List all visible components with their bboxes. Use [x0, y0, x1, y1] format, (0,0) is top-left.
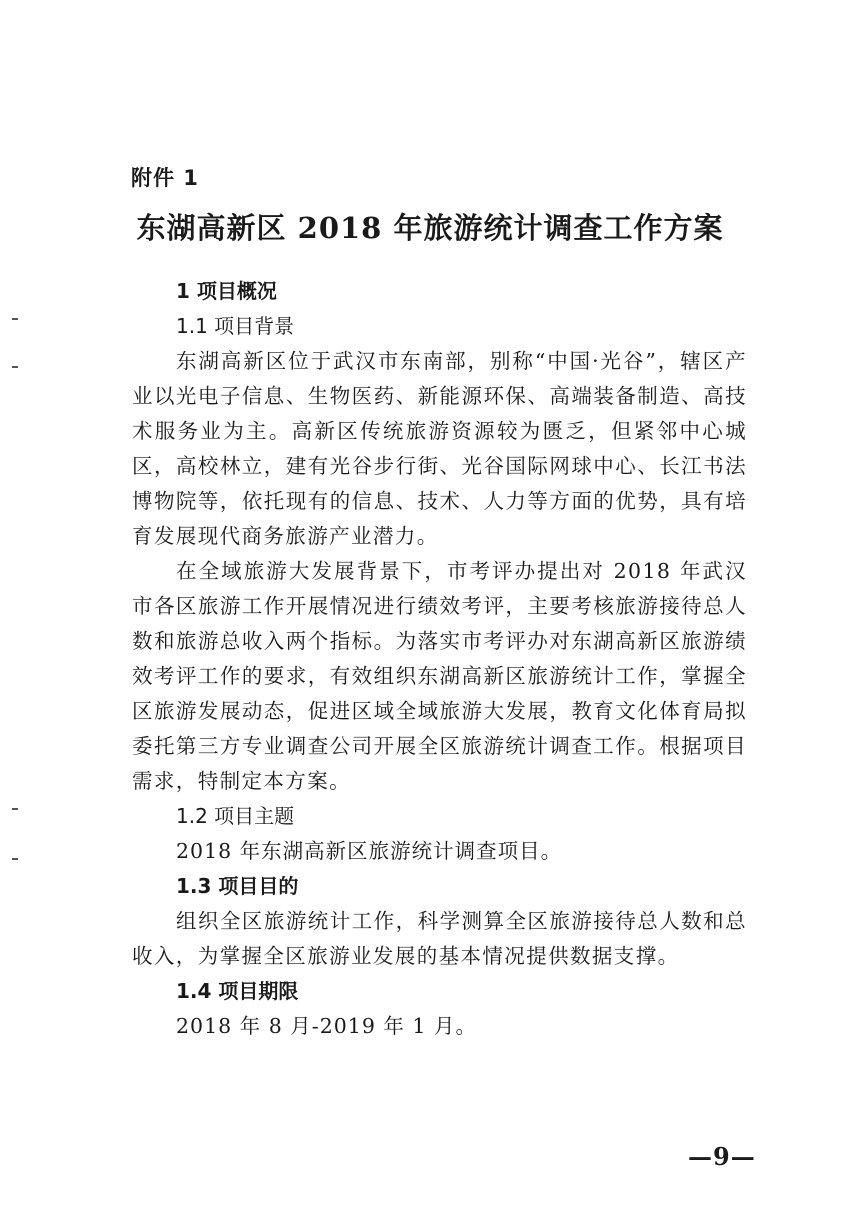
attachment-label: 附件 1 [131, 166, 199, 190]
page-number: —9— [688, 1142, 756, 1171]
paragraph-theme: 2018 年东湖高新区旅游统计调查项目。 [176, 839, 563, 863]
scan-mark [12, 318, 18, 320]
paragraph-background-1: 东湖高新区位于武汉市东南部，别称“中国·光谷”，辖区产业以光电子信息、生物医药、新能源环保、高端装备制造、高技术服务业为主。高新区传统旅游资源较为匮乏，但紧邻中心城区，高校林立，建有光谷步行街、光谷国际网球中心、长江书法博物院等，依托现有的信息、技术、人力等方面的优势，具有培育发展现代商务旅游产业潜力。 [132, 349, 747, 548]
document-title: 东湖高新区 2018 年旅游统计调查工作方案 [136, 211, 724, 245]
document-body [132, 274, 747, 1044]
section-heading-1-2: 1.2 项目主题 [176, 804, 295, 828]
section-heading-1: 1 项目概况 [176, 279, 277, 303]
section-heading-1-1: 1.1 项目背景 [176, 314, 295, 338]
scan-mark [12, 366, 18, 368]
scan-mark [12, 858, 18, 860]
section-heading-1-3: 1.3 项目目的 [176, 874, 299, 898]
scan-mark [12, 808, 18, 810]
paragraph-period: 2018 年 8 月-2019 年 1 月。 [176, 1014, 477, 1038]
section-heading-1-4: 1.4 项目期限 [176, 979, 299, 1003]
paragraph-purpose: 组织全区旅游统计工作，科学测算全区旅游接待总人数和总收入，为掌握全区旅游业发展的基本情况提供数据支撑。 [132, 909, 747, 968]
paragraph-background-2: 在全域旅游大发展背景下，市考评办提出对 2018 年武汉市各区旅游工作开展情况进行绩效考评，主要考核旅游接待总人数和旅游总收入两个指标。为落实市考评办对东湖高新区旅游绩效考评工作的要求，有效组织东湖高新区旅游统计工作，掌握全区旅游发展动态，促进区域全域旅游大发展，教育文化体育局拟委托第三方专业调查公司开展全区旅游统计调查工作。根据项目需求，特制定本方案。 [132, 559, 747, 793]
